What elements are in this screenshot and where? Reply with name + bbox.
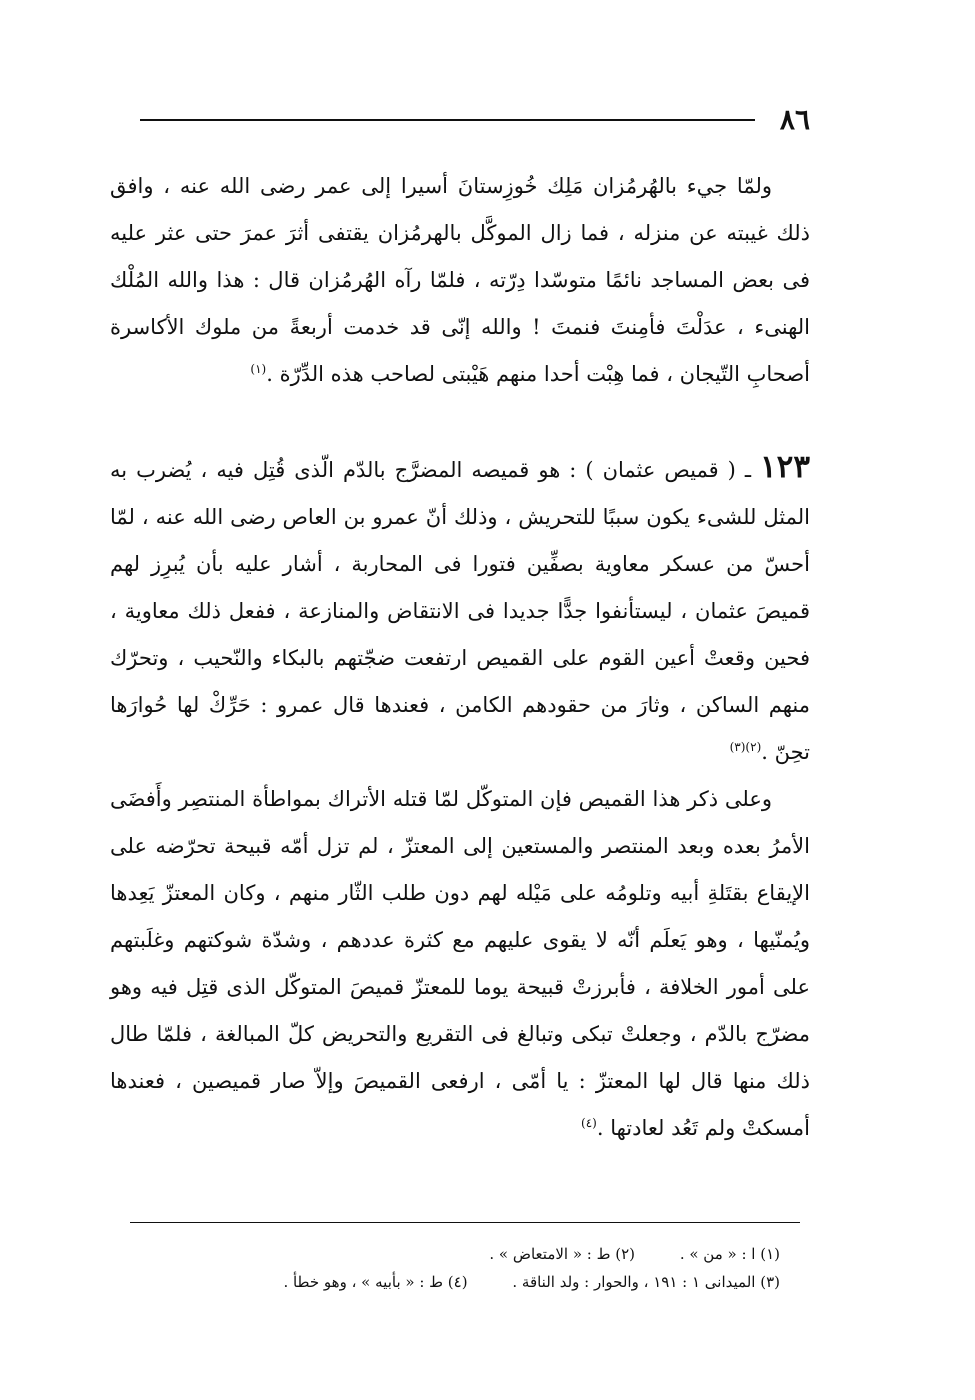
paragraph-mutawakkil [110, 776, 810, 1152]
footnote-line [120, 1240, 780, 1268]
footnote-reference: (٣) [729, 740, 746, 754]
footnote-2: (٢) ط : « الامتعاض » . [489, 1245, 636, 1263]
footnote-4: (٤) ط : « بأبيه » ، وهو خطأ . [283, 1273, 468, 1291]
footnote-reference: (٢) [745, 740, 762, 754]
footnote-1: (١) ا : « من » . [679, 1245, 780, 1263]
footnote-reference: (٤) [581, 1116, 597, 1130]
header-rule [140, 119, 755, 121]
footnote-line [120, 1268, 780, 1296]
footnotes [120, 1240, 780, 1296]
footnote-reference: (١) [250, 362, 267, 376]
footnote-3: (٣) الميدانى ١ : ١٩١ ، والحوار : ولد الناقة . [512, 1273, 780, 1291]
page-header [140, 100, 810, 140]
main-text [110, 163, 810, 1152]
footnote-rule [130, 1222, 800, 1223]
paragraph-text: ولمّا جيء بالهُرمُزان مَلِك خُوزِستانَ أسيرا إلى عمر رضى الله عنه ، وافق ذلك غيبته عن منزله ، فما زال الموكَّل بالهرمُزان يقتفى أثرَ عمرَ حتى عثر عليه فى بعض المساجد نائمًا متوسّدا دِرّته ، فلمّا رآه الهُرمُزان قال : هذا والله المُلْك الهنىء ، عدَلْتَ فأمِنتَ فنمتَ ! والله إنّى قد خدمت أربعةً من ملوك الأكاسرة أصحابِ التّيجان ، فما هِبْت أحدا منهم هَيْبتى لصاحب هذه الدِّرّة . [110, 174, 810, 386]
paragraph-text: وعلى ذكر هذا القميص فإن المتوكّل لمّا قتله الأتراك بمواطأة المنتصِر وأَفضَى الأمرُ بعده وبعد المنتصر والمستعين إلى المعتزّ ، لم تزل أمّه قبيحة تحرّضه على الإيقاع بقتَلةِ أبيه وتلومُه على مَيْله لهم دون طلب الثّار منهم ، وكان المعتزّ يَعِدها ويُمنّيها ، وهو يَعلَم أنّه لا يقوى عليهم مع كثرة عددهم ، وشدّة شوكتهم وغلَبتهم على أمور الخلافة ، فأبرزتْ قبيحة يوما للمعتزّ قميصَ المتوكّل الذى قتِل فيه وهو مضرّج بالدّم ، وجعلتْ تبكى وتبالغ فى التقريع والتحريض كلّ المبالغة ، فلمّا طال ذلك منها قال لها المعتزّ : يا أمّى ، ارفعى القميصَ وإلاّ صار قميصين ، فعندها أمسكتْ ولم تَعُد لعادتها . [110, 787, 810, 1140]
entry-123-qamis-uthman [110, 444, 810, 776]
page-number: ٨٦ [779, 103, 810, 136]
paragraph-hormuzan [110, 163, 810, 398]
entry-number: ١٢٣ [760, 449, 810, 485]
entry-text: ـ ( قميص عثمان ) : هو قميصه المضرَّج بالدّم الّذى قُتِل فيه ، يُضرب به المثل للشىء يكون سببًا للتحريش ، وذلك أنّ عمرو بن العاص رضى الله عنه ، لمّا أحسّ من عسكر معاوية بصفِّين فتورا فى المحاربة ، أشار عليه بأن يُبرِز لهم قميصَ عثمان ، ليستأنفوا جدًّا جديدا فى الانتقاض والمنازعة ، ففعل ذلك معاوية ، فحين وقعتْ أعين القوم على القميص ارتفعت ضجّتهم بالبكاء والنّحيب ، وتحرّك منهم الساكن ، وثارَ من حقودهم الكامن ، فعندها قال عمرو : حَرِّكْ لها حُوارَها تحِنّ . [110, 458, 810, 764]
